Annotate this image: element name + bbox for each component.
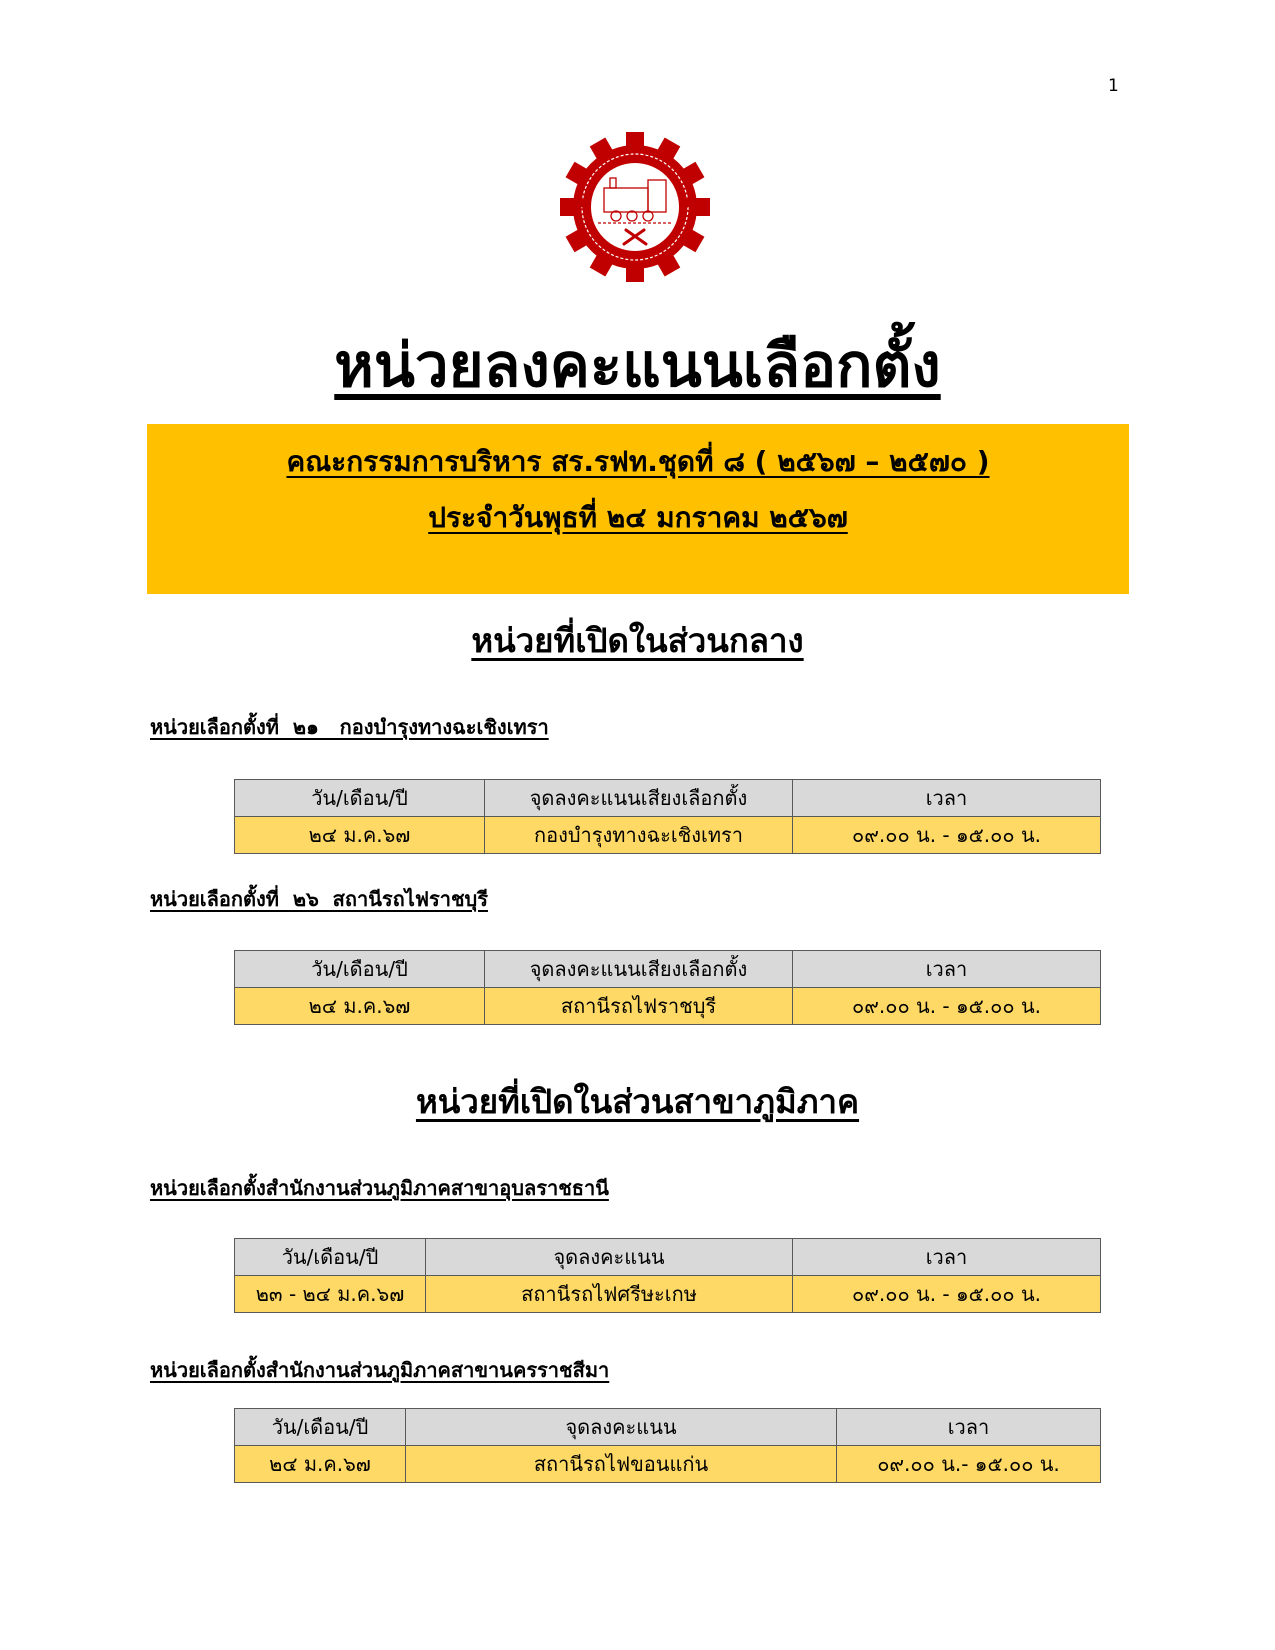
table-row xyxy=(235,1446,1101,1483)
column-header-date: วัน/เดือน/ปี xyxy=(235,780,485,817)
cell-location: กองบำรุงทางฉะเชิงเทรา xyxy=(485,817,793,854)
page-title: หน่วยลงคะแนนเลือกตั้ง xyxy=(334,331,941,401)
column-header-time: เวลา xyxy=(793,780,1101,817)
cell-date: ๒๔ ม.ค.๖๗ xyxy=(235,988,485,1025)
table-header-row xyxy=(235,780,1101,817)
cell-time: ๐๙.๐๐ น.- ๑๕.๐๐ น. xyxy=(837,1446,1101,1483)
table-row xyxy=(235,817,1101,854)
cell-location: สถานีรถไฟศรีษะเกษ xyxy=(426,1276,793,1313)
cell-date: ๒๔ ม.ค.๖๗ xyxy=(235,1446,406,1483)
unit-heading: หน่วยเลือกตั้งสำนักงานส่วนภูมิภาคสาขาอุบลราชธานี xyxy=(150,1176,609,1200)
table-row xyxy=(235,988,1101,1025)
cell-time: ๐๙.๐๐ น. - ๑๕.๐๐ น. xyxy=(793,817,1101,854)
table-row xyxy=(235,1276,1101,1313)
banner-committee-line: คณะกรรมการบริหาร สร.รฟท.ชุดที่ ๘ ( ๒๕๖๗ – ๒๕๗๐ ) xyxy=(286,445,990,478)
unit-heading: หน่วยเลือกตั้งที่ ๒๑ กองบำรุงทางฉะเชิงเทรา xyxy=(150,715,549,739)
banner-date-line: ประจำวันพุธที่ ๒๔ มกราคม ๒๕๖๗ xyxy=(428,501,848,534)
column-header-location: จุดลงคะแนน xyxy=(426,1239,793,1276)
column-header-time: เวลา xyxy=(793,1239,1101,1276)
cell-location: สถานีรถไฟราชบุรี xyxy=(485,988,793,1025)
unit-heading: หน่วยเลือกตั้งที่ ๒๖ สถานีรถไฟราชบุรี xyxy=(150,887,488,911)
cell-time: ๐๙.๐๐ น. - ๑๕.๐๐ น. xyxy=(793,988,1101,1025)
cell-date: ๒๔ ม.ค.๖๗ xyxy=(235,817,485,854)
column-header-date: วัน/เดือน/ปี xyxy=(235,951,485,988)
polling-unit-table xyxy=(234,1408,1101,1483)
cell-time: ๐๙.๐๐ น. - ๑๕.๐๐ น. xyxy=(793,1276,1101,1313)
logo-graphic xyxy=(560,132,710,282)
section-heading-regional: หน่วยที่เปิดในส่วนสาขาภูมิภาค xyxy=(415,1082,860,1121)
table-header-row xyxy=(235,951,1101,988)
column-header-date: วัน/เดือน/ปี xyxy=(235,1409,406,1446)
union-gear-seal-logo xyxy=(560,132,710,282)
cell-location: สถานีรถไฟขอนแก่น xyxy=(406,1446,837,1483)
column-header-time: เวลา xyxy=(793,951,1101,988)
column-header-location: จุดลงคะแนน xyxy=(406,1409,837,1446)
column-header-time: เวลา xyxy=(837,1409,1101,1446)
page-number: 1 xyxy=(1108,76,1119,96)
committee-banner xyxy=(147,424,1129,594)
section-heading-central: หน่วยที่เปิดในส่วนกลาง xyxy=(471,621,804,660)
polling-unit-table xyxy=(234,1238,1101,1313)
cell-date: ๒๓ - ๒๔ ม.ค.๖๗ xyxy=(235,1276,426,1313)
unit-heading: หน่วยเลือกตั้งสำนักงานส่วนภูมิภาคสาขานครราชสีมา xyxy=(150,1358,610,1382)
polling-unit-table xyxy=(234,779,1101,854)
table-header-row xyxy=(235,1239,1101,1276)
column-header-date: วัน/เดือน/ปี xyxy=(235,1239,426,1276)
column-header-location: จุดลงคะแนนเสียงเลือกตั้ง xyxy=(485,780,793,817)
column-header-location: จุดลงคะแนนเสียงเลือกตั้ง xyxy=(485,951,793,988)
table-header-row xyxy=(235,1409,1101,1446)
polling-unit-table xyxy=(234,950,1101,1025)
